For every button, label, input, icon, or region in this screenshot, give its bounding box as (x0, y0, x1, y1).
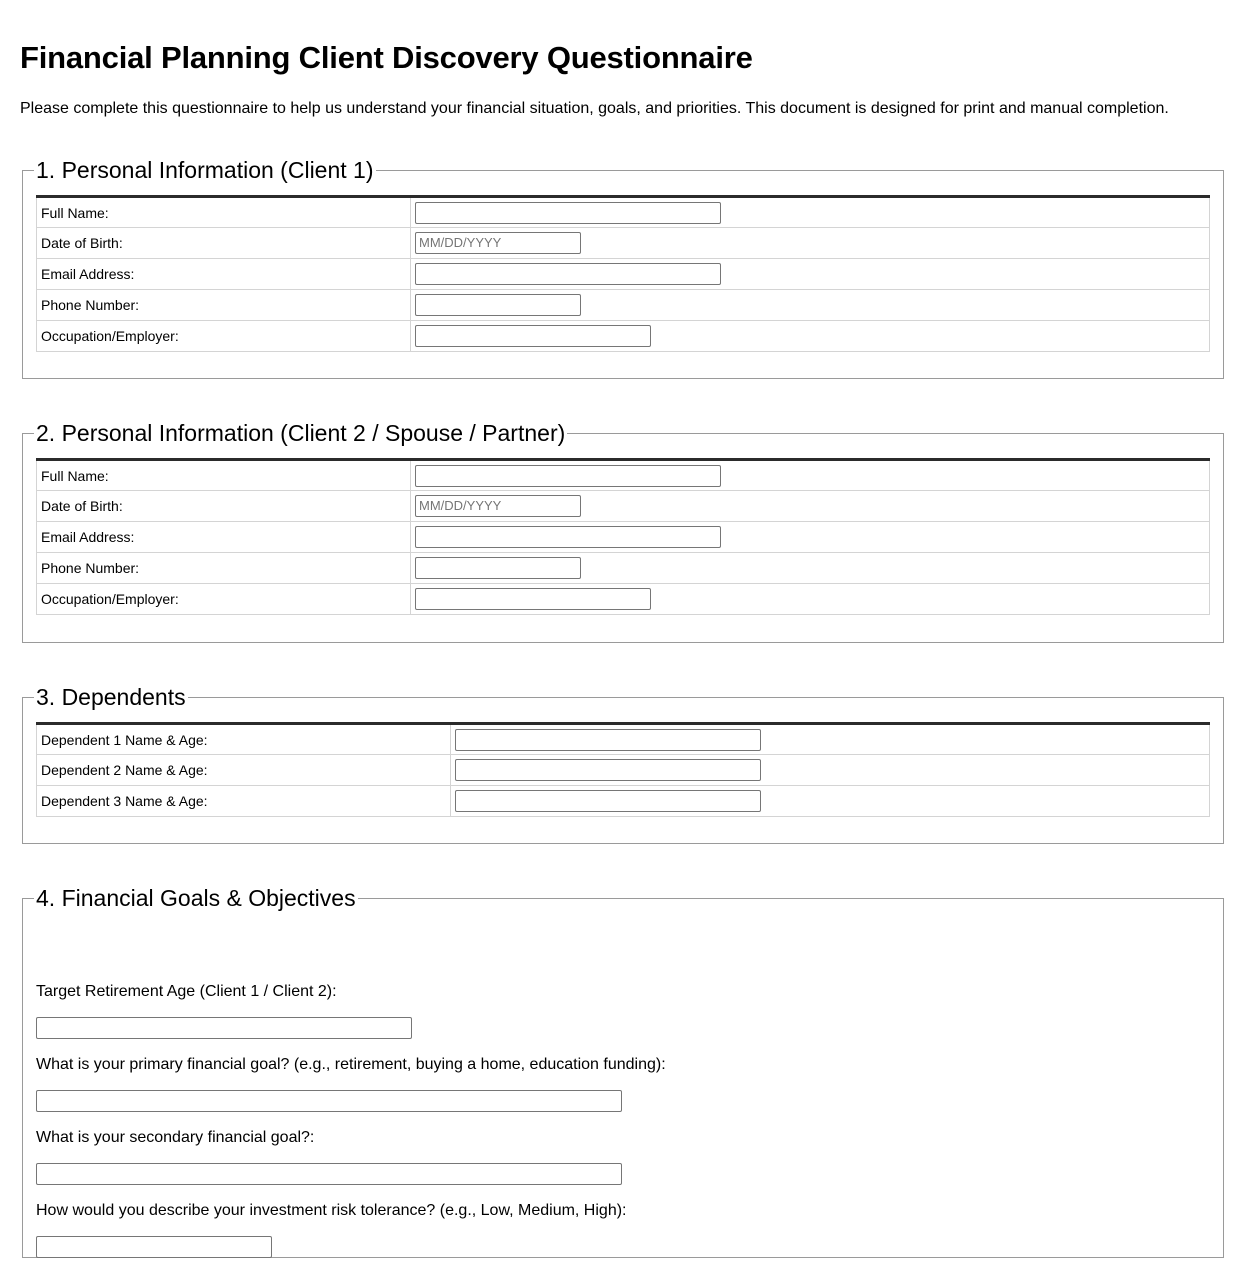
dependent-3-input[interactable] (455, 790, 761, 812)
client2-table (36, 458, 1210, 615)
field-label: Dependent 1 Name & Age: (37, 724, 451, 755)
table-row (37, 724, 1210, 755)
date-of-birth-input[interactable]: MM/DD/YYYY (415, 232, 581, 254)
dependents-table (36, 722, 1210, 817)
intro-text: Please complete this questionnaire to help us understand your financial situation, goals, and priorities. This document is designed for print and manual completion. (20, 100, 1169, 117)
section-client2 (22, 419, 1224, 643)
email-input[interactable] (415, 263, 721, 285)
section-client1 (22, 156, 1224, 379)
table-row (37, 584, 1210, 615)
field-label: Dependent 2 Name & Age: (37, 755, 451, 786)
table-row (37, 553, 1210, 584)
section-dependents-legend: 3. Dependents (36, 684, 186, 710)
dependent-2-input[interactable] (455, 759, 761, 781)
section-client1-legend: 1. Personal Information (Client 1) (36, 157, 374, 183)
table-row (37, 460, 1210, 491)
section-client2-legend: 2. Personal Information (Client 2 / Spouse / Partner) (36, 420, 566, 446)
retirement-age-label: Target Retirement Age (Client 1 / Client 2): (36, 983, 337, 1000)
table-row (37, 197, 1210, 228)
section-dependents (22, 683, 1224, 844)
phone-input[interactable] (415, 294, 581, 316)
section-goals-legend: 4. Financial Goals & Objectives (36, 885, 356, 911)
table-row (37, 755, 1210, 786)
field-label: Email Address: (37, 259, 411, 290)
field-label: Phone Number: (37, 553, 411, 584)
table-row (37, 491, 1210, 522)
occupation-input[interactable] (415, 325, 651, 347)
full-name-input[interactable] (415, 202, 721, 224)
table-row (37, 321, 1210, 352)
full-name-input[interactable] (415, 465, 721, 487)
retirement-age-input[interactable] (36, 1017, 412, 1039)
field-label: Full Name: (37, 197, 411, 228)
dependent-1-input[interactable] (455, 729, 761, 751)
field-label: Occupation/Employer: (37, 584, 411, 615)
field-label: Date of Birth: (37, 228, 411, 259)
table-row (37, 522, 1210, 553)
field-label: Email Address: (37, 522, 411, 553)
table-row (37, 786, 1210, 817)
document-title: Financial Planning Client Discovery Questionnaire (20, 40, 753, 75)
table-row (37, 228, 1210, 259)
field-label: Full Name: (37, 460, 411, 491)
section-goals (22, 884, 1224, 1258)
field-label: Date of Birth: (37, 491, 411, 522)
client1-table (36, 195, 1210, 352)
risk-tolerance-input[interactable] (36, 1236, 272, 1258)
table-row (37, 290, 1210, 321)
field-label: Dependent 3 Name & Age: (37, 786, 451, 817)
secondary-goal-input[interactable] (36, 1163, 622, 1185)
field-label: Phone Number: (37, 290, 411, 321)
email-input[interactable] (415, 526, 721, 548)
phone-input[interactable] (415, 557, 581, 579)
risk-tolerance-label: How would you describe your investment risk tolerance? (e.g., Low, Medium, High): (36, 1202, 627, 1219)
date-of-birth-input[interactable]: MM/DD/YYYY (415, 495, 581, 517)
field-label: Occupation/Employer: (37, 321, 411, 352)
occupation-input[interactable] (415, 588, 651, 610)
table-row (37, 259, 1210, 290)
primary-goal-label: What is your primary financial goal? (e.g., retirement, buying a home, education funding): (36, 1056, 666, 1073)
secondary-goal-label: What is your secondary financial goal?: (36, 1129, 315, 1146)
primary-goal-input[interactable] (36, 1090, 622, 1112)
